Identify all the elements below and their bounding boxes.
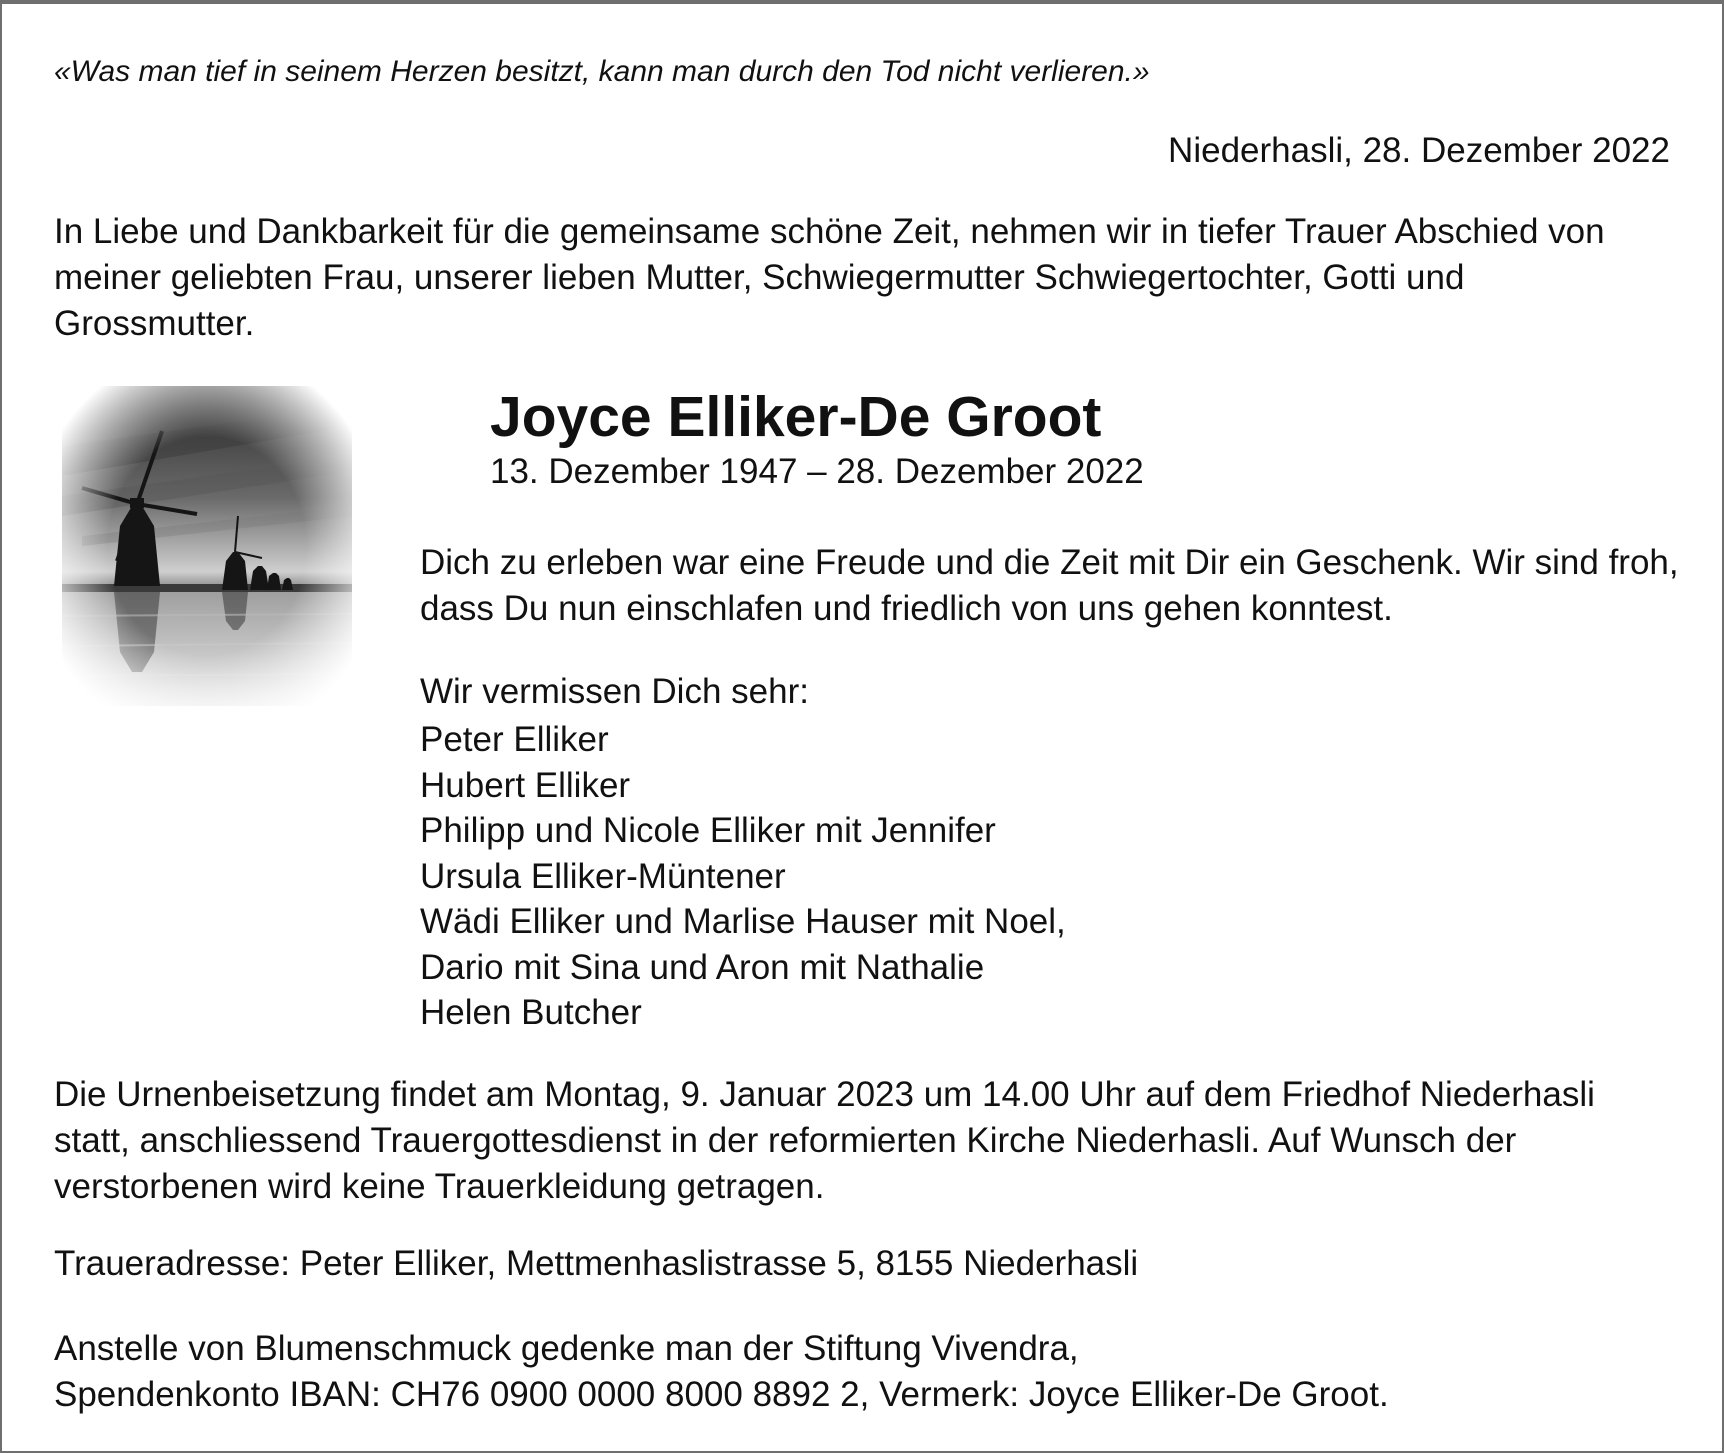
farewell-message: Dich zu erleben war eine Freude und die Zeit mit Dir ein Geschenk. Wir sind froh, dass Du nun einschlafen und friedlich von uns gehen konntest. (420, 543, 1679, 628)
mourner-entry: Hubert Elliker (420, 765, 631, 805)
place-and-date: Niederhasli, 28. Dezember 2022 (1168, 131, 1670, 170)
burial-information: Die Urnenbeisetzung findet am Montag, 9. Januar 2023 um 14.00 Uhr auf dem Friedhof Niederhasli statt, anschliessend Trauergottesdienst in der reformierten Kirche Niederhasli. Auf Wunsch der verstorbenen wird keine Trauerkleidung getragen. (54, 1075, 1595, 1206)
memorial-quote: «Was man tief in seinem Herzen besitzt, kann man durch den Tod nicht verlieren.» (54, 55, 1150, 88)
donation-note (54, 1326, 1674, 1418)
intro-paragraph: In Liebe und Dankbarkeit für die gemeinsame schöne Zeit, nehmen wir in tiefer Trauer Abschied von meiner geliebten Frau, unserer lieben Mutter, Schwiegermutter Schwiegertochter, Gotti und Grossmutter. (54, 212, 1605, 343)
mourners-heading: Wir vermissen Dich sehr: (420, 672, 809, 711)
donation-line-foundation: Anstelle von Blumenschmuck gedenke man der Stiftung Vivendra, (54, 1329, 1079, 1368)
windmills-photo (62, 386, 352, 706)
mourner-entry: Ursula Elliker-Müntener (420, 856, 786, 896)
mourning-address: Traueradresse: Peter Elliker, Mettmenhaslistrasse 5, 8155 Niederhasli (54, 1244, 1139, 1283)
mourner-entry: Dario mit Sina und Aron mit Nathalie (420, 947, 985, 987)
mourners-list (420, 717, 1066, 1036)
donation-line-iban: Spendenkonto IBAN: CH76 0900 0000 8000 8892 2, Vermerk: Joyce Elliker-De Groot. (54, 1375, 1389, 1414)
life-dates: 13. Dezember 1947 – 28. Dezember 2022 (490, 452, 1144, 491)
mourner-entry: Peter Elliker (420, 720, 609, 759)
mourner-entry: Helen Butcher (420, 993, 642, 1032)
mourner-entry: Philipp und Nicole Elliker mit Jennifer (420, 811, 996, 850)
mourner-entry: Wädi Elliker und Marlise Hauser mit Noel, (420, 902, 1066, 941)
deceased-name: Joyce Elliker-De Groot (490, 385, 1102, 449)
